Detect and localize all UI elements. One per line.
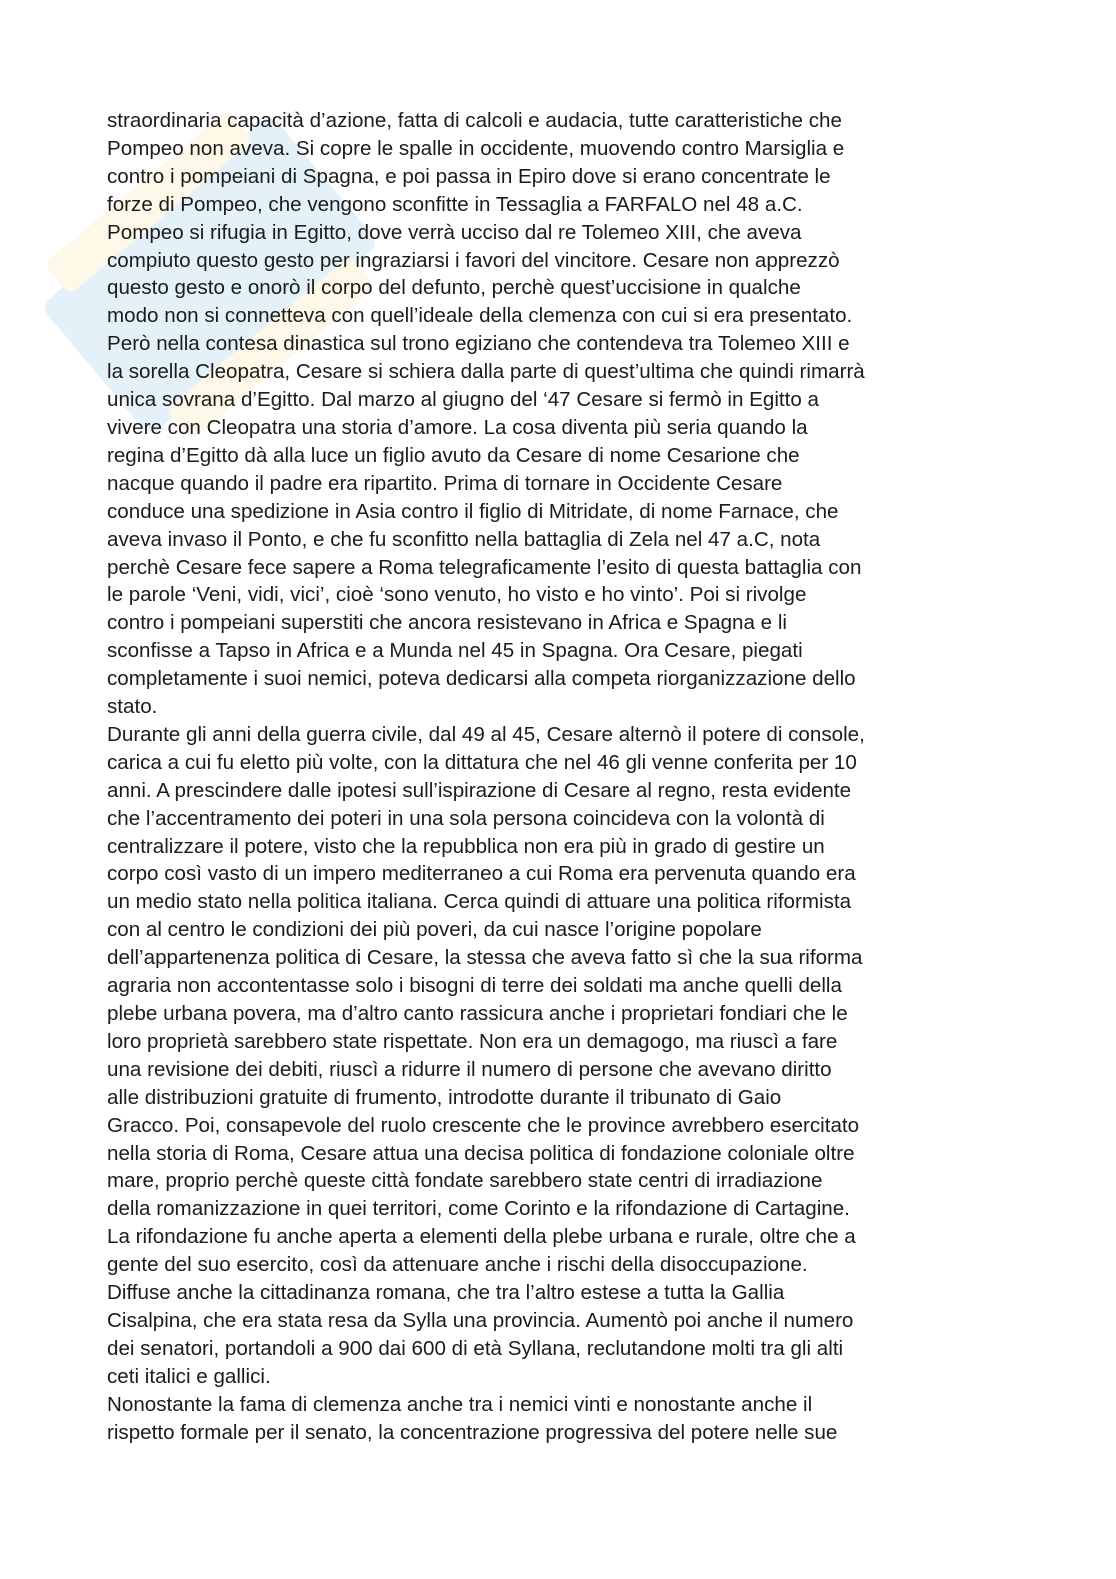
text-line: agraria non accontentasse solo i bisogni di terre dei soldati ma anche quelli della [107,974,842,998]
paragraph-1 [107,107,1007,721]
text-line: aveva invaso il Ponto, e che fu sconfitto nella battaglia di Zela nel 47 a.C, nota [107,527,821,551]
text-line: dell’appartenenza politica di Cesare, la stessa che aveva fatto sì che la sua riforma [107,946,863,970]
text-line: contro i pompeiani superstiti che ancora resistevano in Africa e Spagna e li [107,611,787,635]
text-line: con al centro le condizioni dei più poveri, da cui nasce l’origine popolare [107,918,762,942]
text-line: plebe urbana povera, ma d’altro canto rassicura anche i proprietari fondiari che le [107,1002,848,1025]
text-line: Gracco. Poi, consapevole del ruolo crescente che le province avrebbero esercitato [107,1113,860,1137]
text-line: La rifondazione fu anche aperta a elementi della plebe urbana e rurale, oltre che a [107,1225,856,1249]
paragraph-3 [107,1391,1007,1447]
text-line: una revisione dei debiti, riuscì a ridurre il numero di persone che avevano diritto [107,1057,832,1081]
text-line: carica a cui fu eletto più volte, con la dittatura che nel 46 gli venne conferita per 10 [107,750,857,774]
text-line: anni. A prescindere dalle ipotesi sull’ispirazione di Cesare al regno, resta evidente [107,778,852,802]
text-line: gente del suo esercito, così da attenuare anche i rischi della disoccupazione. [107,1253,808,1277]
text-line: vivere con Cleopatra una storia d’amore. La cosa diventa più seria quando la [107,415,808,439]
text-line: Nonostante la fama di clemenza anche tra i nemici vinti e nonostante anche il [107,1392,813,1416]
text-line: compiuto questo gesto per ingraziarsi i favori del vincitore. Cesare non apprezzò [107,248,840,272]
text-line: sconfisse a Tapso in Africa e a Munda nel 45 in Spagna. Ora Cesare, piegati [107,639,803,663]
text-line: corpo così vasto di un impero mediterraneo a cui Roma era pervenuta quando era [107,862,856,886]
text-line: rispetto formale per il senato, la concentrazione progressiva del potere nelle sue [107,1420,838,1444]
text-line: alle distribuzioni gratuite di frumento, introdotte durante il tribunato di Gaio [107,1085,782,1109]
text-line: Cisalpina, che era stata resa da Sylla una provincia. Aumentò poi anche il numero [107,1308,854,1332]
text-line: ceti italici e gallici. [107,1364,271,1388]
text-line: stato. [107,695,158,719]
text-line: unica sovrana d’Egitto. Dal marzo al giugno del ‘47 Cesare si fermò in Egitto a [107,388,820,412]
paragraph-2 [107,721,1007,1391]
text-line: nella storia di Roma, Cesare attua una decisa politica di fondazione coloniale oltre [107,1141,855,1165]
text-line: loro proprietà sarebbero state rispettate. Non era un demagogo, ma riuscì a fare [107,1029,838,1053]
text-line: le parole ‘Veni, vidi, vici’, cioè ‘sono venuto, ho visto e ho vinto’. Poi si rivolge [107,583,807,607]
text-line: contro i pompeiani di Spagna, e poi passa in Epiro dove si erano concentrate le [107,164,831,188]
text-line: modo non si connetteva con quell’ideale della clemenza con cui si era presentato. [107,304,853,328]
text-line: Però nella contesa dinastica sul trono egiziano che contendeva tra Tolemeo XIII e [107,332,850,356]
text-line: straordinaria capacità d’azione, fatta di calcoli e audacia, tutte caratteristiche che [107,109,842,132]
text-line: che l’accentramento dei poteri in una sola persona coincideva con la volontà di [107,806,825,830]
text-line: un medio stato nella politica italiana. Cerca quindi di attuare una politica riformista [107,890,852,914]
document-text [107,107,1007,1447]
text-line: questo gesto e onorò il corpo del defunto, perchè quest’uccisione in qualche [107,276,801,300]
text-line: mare, proprio perchè queste città fondate sarebbero state centri di irradiazione [107,1169,823,1193]
text-line: nacque quando il padre era ripartito. Prima di tornare in Occidente Cesare [107,471,783,495]
text-line: Diffuse anche la cittadinanza romana, che tra l’altro estese a tutta la Gallia [107,1281,785,1305]
text-line: forze di Pompeo, che vengono sconfitte in Tessaglia a FARFALO nel 48 a.C. [107,192,803,216]
text-line: completamente i suoi nemici, poteva dedicarsi alla competa riorganizzazione dello [107,667,856,691]
text-line: Pompeo non aveva. Si copre le spalle in occidente, muovendo contro Marsiglia e [107,136,845,160]
text-line: regina d’Egitto dà alla luce un figlio avuto da Cesare di nome Cesarione che [107,443,800,467]
text-line: conduce una spedizione in Asia contro il figlio di Mitridate, di nome Farnace, che [107,499,839,523]
text-line: della romanizzazione in quei territori, come Corinto e la rifondazione di Cartagine. [107,1197,850,1221]
text-line: Pompeo si rifugia in Egitto, dove verrà ucciso dal re Tolemeo XIII, che aveva [107,220,802,244]
text-line: dei senatori, portandoli a 900 dai 600 di età Syllana, reclutandone molti tra gli alti [107,1336,844,1360]
text-line: perchè Cesare fece sapere a Roma telegraficamente l’esito di questa battaglia con [107,555,862,579]
text-line: la sorella Cleopatra, Cesare si schiera dalla parte di quest’ultima che quindi rimarrà [107,360,865,384]
text-line: Durante gli anni della guerra civile, dal 49 al 45, Cesare alternò il potere di console, [107,722,865,746]
text-line: centralizzare il potere, visto che la repubblica non era più in grado di gestire un [107,834,825,858]
